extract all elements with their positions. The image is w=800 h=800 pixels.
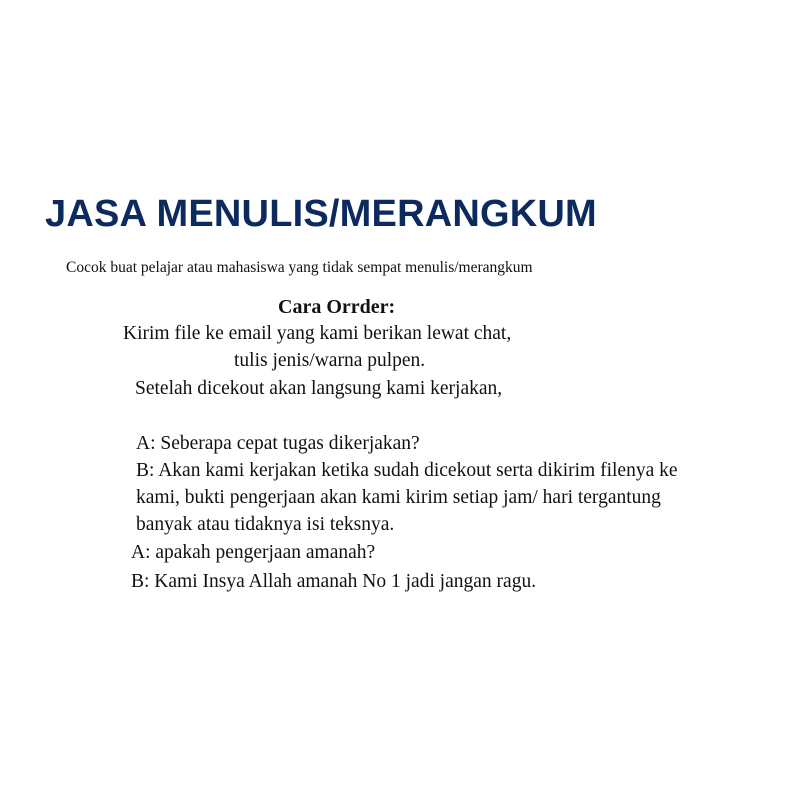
faq-question: A: apakah pengerjaan amanah?	[131, 542, 376, 563]
faq-question: A: Seberapa cepat tugas dikerjakan?	[136, 433, 420, 454]
subtitle: Cocok buat pelajar atau mahasiswa yang tidak sempat menulis/merangkum	[66, 259, 533, 276]
order-step: tulis jenis/warna pulpen.	[234, 350, 426, 371]
faq-answer-line: kami, bukti pengerjaan akan kami kirim setiap jam/ hari tergantung	[136, 487, 661, 508]
order-step: Setelah dicekout akan langsung kami kerjakan,	[135, 378, 503, 399]
faq-answer-line: banyak atau tidaknya isi teksnya.	[136, 514, 395, 535]
faq-answer-line: B: Akan kami kerjakan ketika sudah dicekout serta dikirim filenya ke	[136, 460, 678, 481]
order-heading: Cara Orrder:	[278, 296, 396, 318]
order-step: Kirim file ke email yang kami berikan lewat chat,	[123, 323, 512, 344]
page-title: JASA MENULIS/MERANGKUM	[45, 193, 597, 235]
faq-answer-line: B: Kami Insya Allah amanah No 1 jadi jangan ragu.	[131, 571, 537, 592]
